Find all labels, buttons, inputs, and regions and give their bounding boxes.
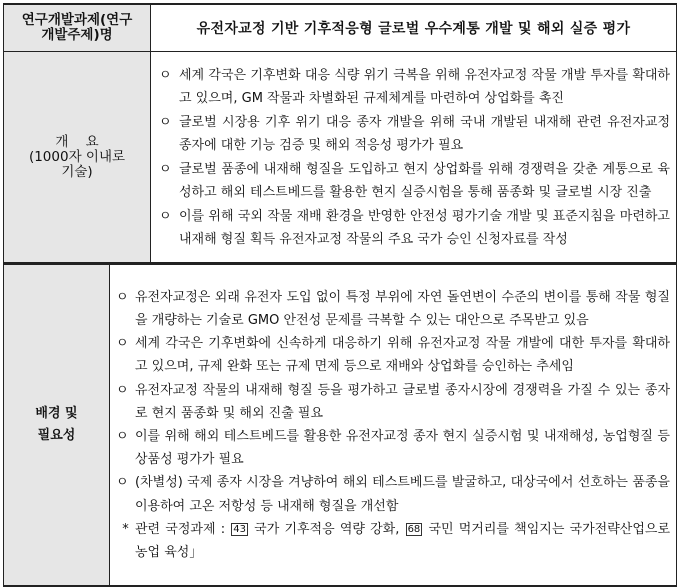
bullet-marker: ㅇ — [116, 475, 129, 491]
overview-item — [159, 158, 670, 205]
background-item-text: (차별성) 국제 종자 시장을 겨냥하여 해외 테스트베드를 발굴하고, 대상국에서 선호하는 품종을 이용하여 고온 저항성 등 내재해 형질을 개선함 — [135, 475, 670, 514]
background-item-text: 유전자교정 작물의 내재해 형질 등을 평가하고 글로벌 종자시장에 경쟁력을 가질 수 있는 종자로 현지 품종화 및 해외 진출 필요 — [135, 382, 670, 421]
overview-item-text: 글로벌 시장용 기후 위기 대응 종자 개발을 위해 국내 개발된 내재해 관련 유전자교정 종자에 대한 기능 검증 및 해외 적응성 평가가 필요 — [179, 114, 670, 153]
policy-number-badge: 68 — [407, 523, 421, 535]
bullet-marker: ㅇ — [159, 67, 172, 83]
background-item — [116, 332, 670, 378]
overview-label-line1: 개 요 — [55, 133, 99, 150]
overview-content — [151, 52, 677, 264]
project-summary-table — [3, 3, 677, 264]
project-title-label-line2: 개발주제)명 — [41, 27, 113, 43]
background-table — [3, 263, 677, 587]
title-row — [4, 4, 677, 52]
overview-item — [159, 111, 670, 158]
note-prefix: 관련 국정과제 : — [135, 521, 231, 537]
background-content — [110, 264, 677, 586]
policy-note — [116, 518, 670, 564]
policy-number-badge: 43 — [233, 523, 246, 535]
bullet-marker: ㅇ — [116, 336, 129, 352]
background-label-line2: 필요성 — [37, 428, 76, 443]
background-label-line1: 배경 및 — [35, 406, 78, 421]
bullet-marker: ㅇ — [159, 114, 172, 130]
overview-item-text: 이를 위해 국외 작물 재배 환경을 반영한 안전성 평가기술 개발 및 표준지침을 마련하고 내재해 형질 획득 유전자교정 작물의 주요 국가 승인 신청자료를 작성 — [179, 208, 670, 247]
bullet-marker: ㅇ — [116, 429, 129, 444]
bullet-marker: ㅇ — [116, 382, 129, 398]
background-item-text: 이를 위해 해외 테스트베드를 활용한 유전자교정 종자 현지 실증시험 및 내재해성, 농업형질 등 상품성 평가가 필요 — [135, 429, 670, 468]
project-title-label — [4, 4, 151, 52]
overview-label-line2: (1000자 이내로 — [28, 148, 126, 165]
policy-note-text — [135, 518, 670, 564]
overview-label — [4, 52, 151, 264]
bullet-marker: ㅇ — [159, 208, 172, 224]
bullet-marker: ㅇ — [159, 161, 172, 177]
background-item — [116, 379, 670, 425]
note-middle: 국가 기후적응 역량 강화, — [248, 521, 405, 537]
background-item-text: 유전자교정은 외래 유전자 도입 없이 특정 부위에 자연 돌연변이 수준의 변이를 통해 작물 형질을 개량하는 기술로 GMO 안전성 문제를 극복할 수 있는 대안으로 주목받고 있음 — [135, 289, 670, 328]
background-row — [4, 264, 677, 586]
overview-item-text: 세계 각국은 기후변화 대응 식량 위기 극복을 위해 유전자교정 작물 개발 투자를 확대하고 있으며, GM 작물과 차별화된 규제체계를 마련하여 상업화를 촉진 — [179, 67, 670, 106]
background-item-text: 세계 각국은 기후변화에 신속하게 대응하기 위해 유전자교정 작물 개발에 대한 투자를 확대하고 있으며, 규제 완화 또는 규제 면제 등으로 재배와 상업화를 승인하는 추세임 — [135, 336, 670, 375]
background-label — [4, 264, 110, 586]
bullet-marker: ㅇ — [116, 289, 129, 305]
project-title: 유전자교정 기반 기후적응형 글로벌 우수계통 개발 및 해외 실증 평가 — [151, 4, 677, 52]
background-item — [116, 425, 670, 471]
background-item — [116, 286, 670, 332]
overview-item — [159, 205, 670, 252]
overview-item — [159, 64, 670, 111]
note-suffix: 국민 먹거리를 책임지는 국가전략산업으로 농업 육성」 — [135, 521, 671, 561]
overview-item-text: 글로벌 품종에 내재해 형질을 도입하고 현지 상업화를 위해 경쟁력을 갖춘 계통으로 육성하고 해외 테스트베드를 활용한 현지 실증시험을 통해 품종화 및 글로벌 시장 진출 — [179, 161, 670, 200]
project-title-label-line1: 연구개발과제(연구 — [21, 12, 133, 28]
overview-label-line3: 기술) — [61, 163, 93, 180]
overview-row — [4, 52, 677, 264]
note-marker: * — [122, 521, 129, 537]
background-item — [116, 471, 670, 517]
